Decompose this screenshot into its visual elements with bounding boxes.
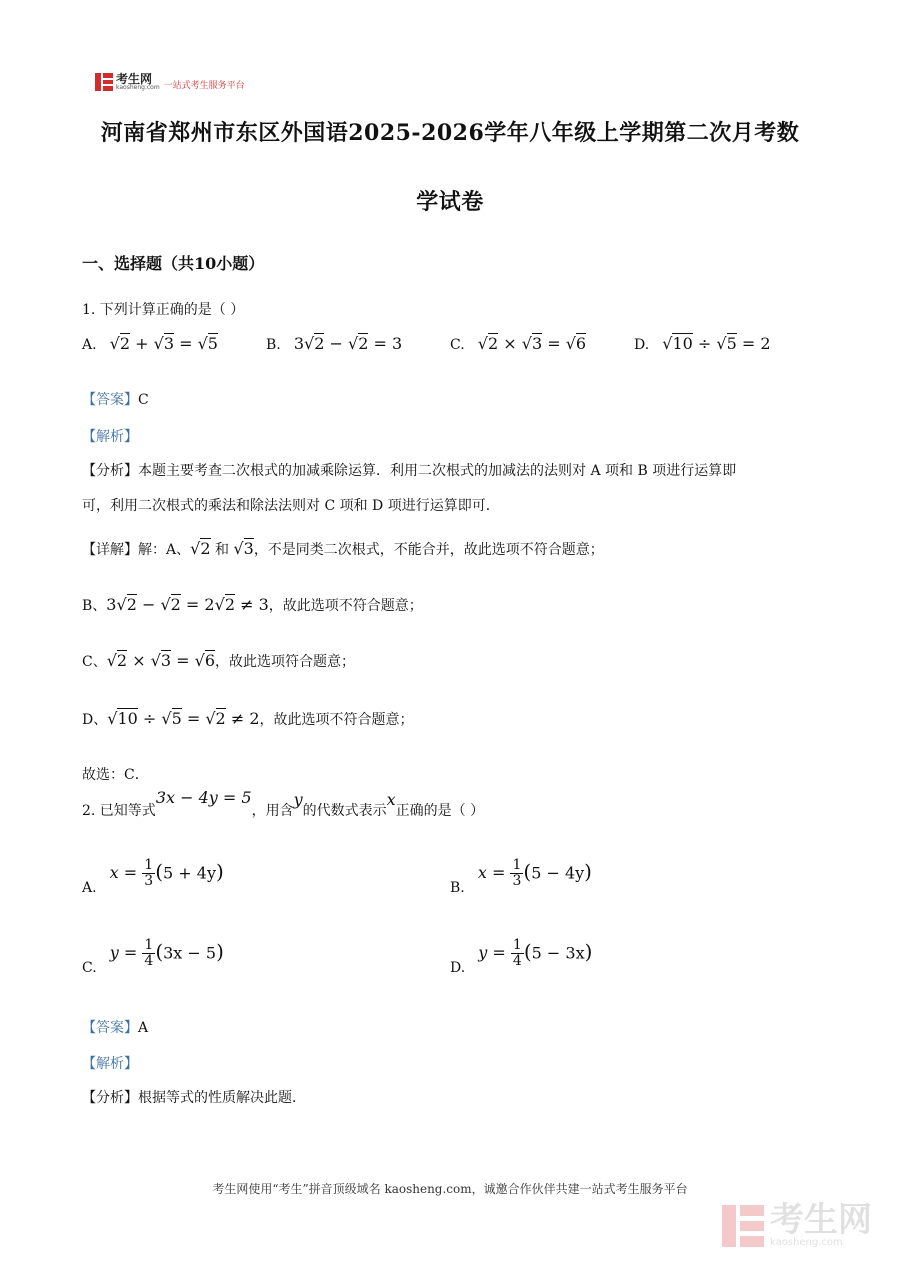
q1-analysis-tag: 【解析】: [82, 429, 138, 445]
watermark-icon: [722, 1205, 764, 1247]
page-title-line1: 河南省郑州市东区外国语2025-2026学年八年级上学期第二次月考数: [100, 120, 800, 146]
q2-fenxi: 【分析】根据等式的性质解决此题．: [82, 1090, 306, 1106]
logo-icon: [95, 73, 113, 91]
q1-option-a: A. √2 + √3 = √5: [82, 334, 218, 353]
q1-answer: 【答案】C: [82, 392, 149, 408]
header-logo: [95, 73, 245, 91]
q1-fenxi-line2: 可，利用二次根式的乘法和除法法则对 C 项和 D 项进行运算即可．: [82, 498, 500, 514]
q1-detail-d: D、√10 ÷ √5 = √2 ≠ 2，故此选项不符合题意；: [82, 709, 414, 728]
logo-domain: kaosheng.com: [116, 84, 160, 91]
q1-detail-b: B、3√2 − √2 = 2√2 ≠ 3，故此选项不符合题意；: [82, 595, 423, 614]
page-title-line2: 学试卷: [416, 189, 484, 215]
q2-answer: 【答案】A: [82, 1020, 149, 1036]
q1-detail-c: C、√2 × √3 = √6，故此选项符合题意；: [82, 651, 356, 670]
q2-option-d: D. y = $\frac{1}{4}$ (5 − 3x): [450, 937, 593, 977]
q1-fenxi-line1: 【分析】本题主要考查二次根式的加减乘除运算．利用二次根式的加减法的法则对 A 项和 B 项进行运算即: [82, 463, 737, 479]
q1-option-d: D. √10 ÷ √5 = 2: [634, 334, 771, 353]
watermark-domain: kaosheng.com: [770, 1237, 843, 1248]
q1-detail-a: 【详解】解：A、√2 和 √3，不是同类二次根式，不能合并，故此选项不符合题意；: [82, 539, 604, 558]
q1-conclusion: 故选：C．: [82, 767, 149, 783]
logo-name: 考生网: [116, 72, 153, 86]
q1-stem: 1. 下列计算正确的是（ ）: [82, 302, 245, 318]
watermark-logo: [722, 1200, 872, 1248]
watermark-name: 考生网: [770, 1200, 872, 1240]
q2-option-a: A. x = $\frac{1}{3}$ (5 + 4y): [82, 857, 224, 897]
q2-analysis-tag: 【解析】: [82, 1056, 138, 1072]
header-slogan: 一站式考生服务平台: [163, 80, 245, 91]
page-footer: 考生网使用“考生”拼音顶级域名 kaosheng.com，诚邀合作伙伴共建一站式考生服务平台: [212, 1182, 688, 1196]
q1-option-b: B. 3√2 − √2 = 3: [266, 334, 403, 353]
q2-option-b: B. x = $\frac{1}{3}$ (5 − 4y): [450, 857, 592, 897]
q1-option-c: C. √2 × √3 = √6: [450, 334, 587, 353]
q2-stem: 2. 已知等式3x − 4y = 5，用含y的代数式表示x正确的是（ ）: [82, 788, 485, 819]
option-label: A.: [82, 337, 97, 353]
section-title: 一、选择题（共10小题）: [82, 254, 265, 273]
q2-option-c: C. y = $\frac{1}{4}$ (3x − 5): [82, 937, 224, 977]
